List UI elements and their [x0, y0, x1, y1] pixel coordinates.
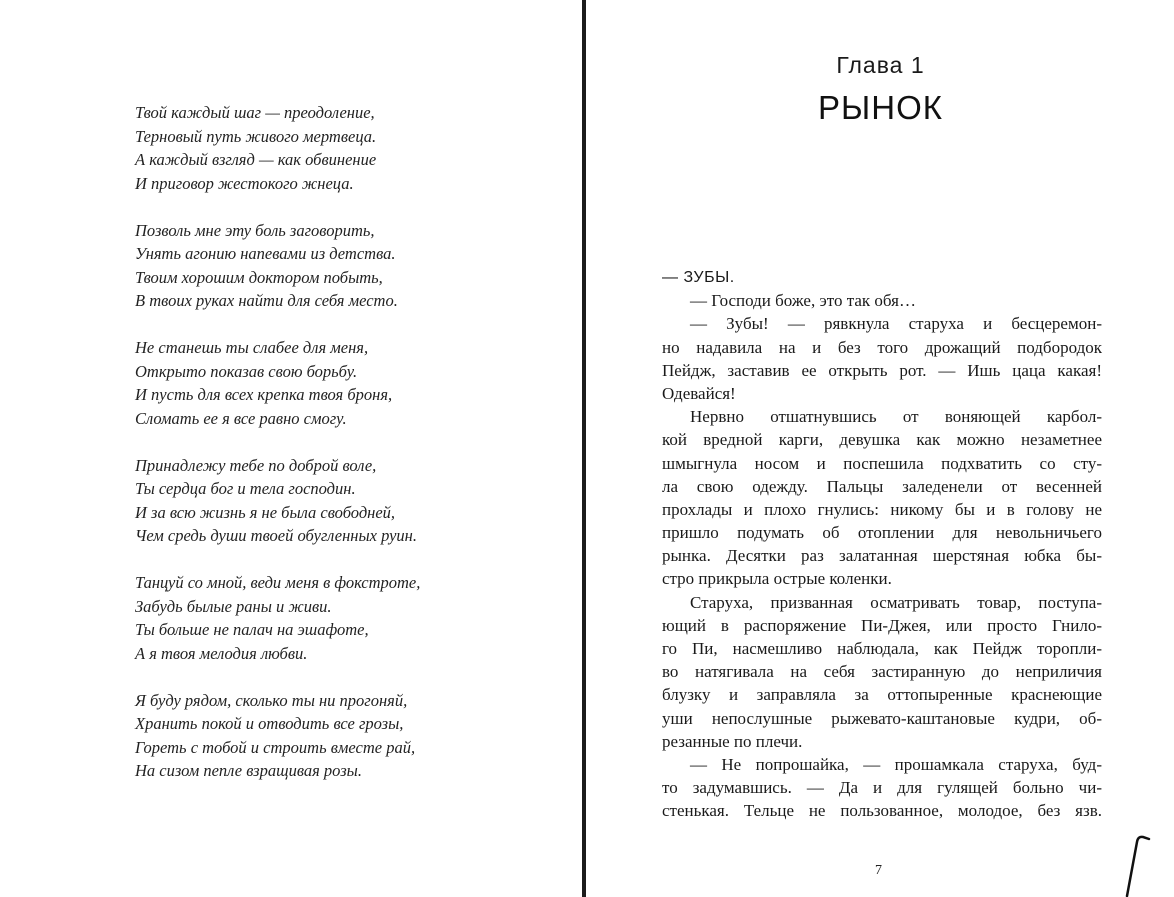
poem-line: Унять агонию напевами из детства.: [135, 244, 396, 263]
text-line: блузку и заправляла за оттопыренные краснеющие: [662, 685, 1102, 705]
poem-line: На сизом пепле взращивая розы.: [135, 761, 362, 780]
poem-stanza: [135, 689, 555, 783]
poem-stanza: [135, 454, 555, 548]
text-line: Старуха, призванная осматривать товар, поступа-: [690, 592, 1102, 612]
text-line: — Зубы! — рявкнула старуха и бесцеремон-: [690, 314, 1102, 334]
text-line: то задумавшись. — Да и для гулящей больно чи-: [662, 778, 1102, 798]
text-line: Нервно отшатнувшись от воняющей карбол-: [690, 407, 1102, 427]
poem-line: Твой каждый шаг — преодоление,: [135, 103, 375, 122]
text-line: го Пи, насмешливо наблюдала, как Пейдж торопли-: [662, 639, 1102, 658]
poem-line: А я твоя мелодия любви.: [135, 643, 308, 663]
text-line: Одевайся!: [662, 383, 736, 403]
poem-line: Ты больше не палач на эшафоте,: [135, 620, 369, 639]
poem-line: И за всю жизнь я не была свободней,: [135, 502, 396, 522]
poem-line: Открыто показав свою борьбу.: [135, 361, 358, 381]
book-gutter: [582, 0, 586, 897]
poem-line: И приговор жестокого жнеца.: [135, 173, 354, 193]
text-line: стро прикрыла острые коленки.: [662, 569, 892, 589]
poem-line: Твоим хорошим доктором побыть,: [135, 267, 383, 287]
text-line: ющий в распоряжение Пи-Джея, или просто Гнило-: [662, 615, 1102, 635]
page-number: 7: [875, 863, 882, 878]
poem-stanza: [135, 219, 555, 313]
poem-stanza: [135, 336, 555, 430]
poem-line: Забудь былые раны и живи.: [135, 596, 332, 616]
text-line: пришло подумать об отоплении для невольничьего: [662, 523, 1102, 543]
text-line: Пейдж, заставив ее открыть рот. — Ишь цаца какая!: [662, 360, 1102, 380]
text-line: — ЗУБЫ.: [662, 269, 735, 286]
poem-line: Гореть с тобой и строить вместе рай,: [135, 737, 416, 757]
poem-line: Сломать ее я все равно смогу.: [135, 408, 347, 428]
poem-line: Я буду рядом, сколько ты ни прогоняй,: [135, 690, 408, 710]
right-page: [587, 0, 1174, 897]
pen-stroke-icon: [1125, 828, 1165, 897]
chapter-label: Глава 1: [836, 52, 925, 78]
poem-line: И пусть для всех крепка твоя броня,: [135, 385, 393, 404]
text-line: но надавила на и без того дрожащий подбородок: [662, 337, 1102, 357]
poem-line: Чем средь души твоей обугленных руин.: [135, 526, 417, 545]
poem-stanza: [135, 101, 555, 195]
poem: [135, 101, 555, 806]
poem-line: Терновый путь живого мертвеца.: [135, 126, 377, 146]
poem-line: Ты сердца бог и тела господин.: [135, 479, 356, 498]
left-page: [0, 0, 583, 897]
poem-line: Танцуй со мной, веди меня в фокстроте,: [135, 573, 421, 592]
text-line: рынка. Десятки раз залатанная шерстяная юбка бы-: [662, 546, 1102, 566]
text-line: во натягивала на себя застиранную до неприличия: [662, 662, 1102, 682]
poem-line: Не станешь ты слабее для меня,: [135, 338, 369, 357]
poem-line: Принадлежу тебе по доброй воле,: [135, 455, 377, 475]
chapter-title: РЫНОК: [818, 89, 943, 126]
text-line: стенькая. Тельце не пользованное, молодое, без язв.: [662, 801, 1102, 821]
text-line: шмыгнула носом и поспешила подхватить со сту-: [662, 453, 1102, 473]
text-line: прохлады и плохо гнулись: никому бы и в голову не: [662, 499, 1102, 519]
poem-line: В твоих руках найти для себя место.: [135, 291, 398, 310]
poem-line: Позволь мне эту боль заговорить,: [135, 220, 375, 240]
poem-stanza: [135, 571, 555, 665]
text-line: резанные по плечи.: [662, 731, 803, 751]
poem-line: А каждый взгляд — как обвинение: [135, 150, 377, 169]
text-line: кой вредной карги, девушка как можно незаметнее: [662, 430, 1102, 450]
text-line: уши непослушные рыжевато-каштановые кудри, об-: [662, 708, 1102, 728]
chapter-text: [662, 266, 1102, 823]
text-line: ла свою одежду. Пальцы заледенели от весенней: [662, 476, 1102, 496]
poem-line: Хранить покой и отводить все грозы,: [135, 714, 404, 733]
text-line: — Не попрошайка, — прошамкала старуха, буд-: [690, 754, 1102, 774]
text-line: — Господи боже, это так обя…: [690, 291, 916, 311]
